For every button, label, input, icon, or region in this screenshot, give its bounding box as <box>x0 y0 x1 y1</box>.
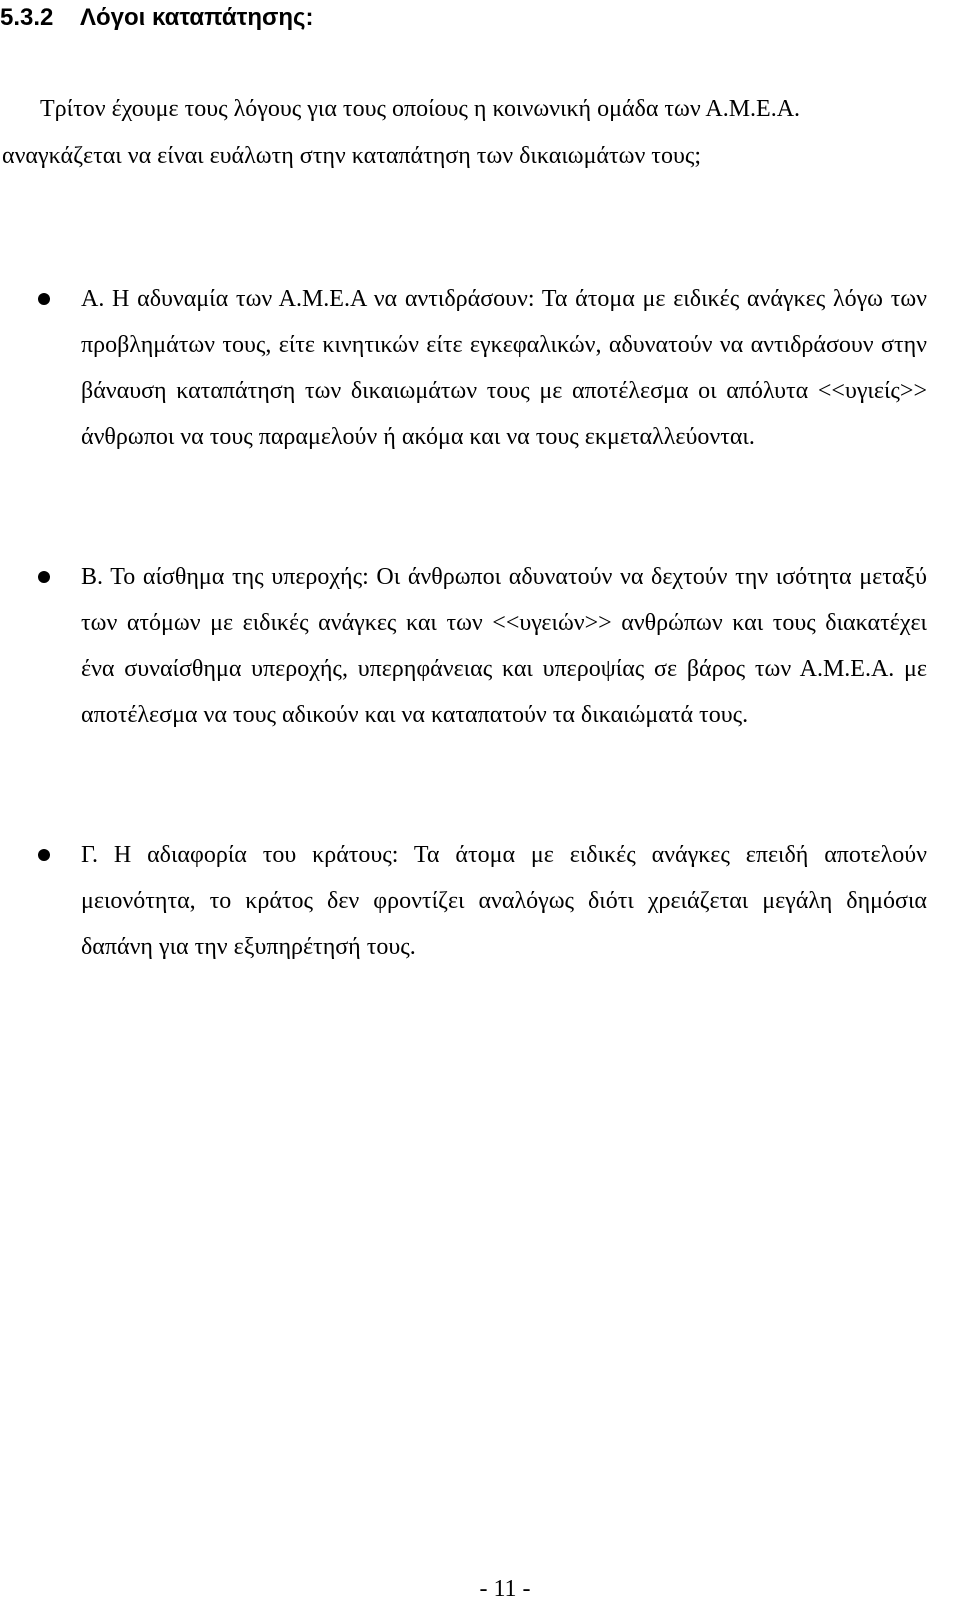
intro-line-1: Τρίτον έχουμε τους λόγους για τους οποίους η κοινωνική ομάδα των Α.Μ.Ε.Α. <box>40 96 801 122</box>
list-item-text: Γ. Η αδιαφορία του κράτους: Τα άτομα με ειδικές ανάγκες επειδή αποτελούν μειονότητα, το κράτος δεν φροντίζει αναλόγως διότι χρειάζεται μεγάλη δημόσια δαπάνη για την εξυπηρέτησή τους. <box>81 842 927 960</box>
bullet-dot-icon <box>38 293 50 305</box>
section-title: Λόγοι καταπάτησης: <box>80 4 314 31</box>
bullet-dot-icon <box>38 571 50 583</box>
list-item-text: Β. Το αίσθημα της υπεροχής: Οι άνθρωποι αδυνατούν να δεχτούν την ισότητα μεταξύ των ατόμων με ειδικές ανάγκες και των <<υγειών>> ανθρώπων και τους διακατέχει ένα συναίσθημα υπεροχής, υπερηφάνειας και υπεροψίας σε βάρος των Α.Μ.Ε.Α. με αποτέλεσμα να τους αδικούν και να καταπατούν τα δικαιώματά τους. <box>81 564 927 728</box>
intro-paragraph <box>2 86 930 180</box>
bullet-dot-icon <box>38 849 50 861</box>
section-number: 5.3.2 <box>0 4 54 31</box>
page-number: - 11 - <box>479 1576 531 1602</box>
intro-line-2: αναγκάζεται να είναι ευάλωτη στην καταπάτηση των δικαιωμάτων τους; <box>2 143 701 169</box>
section-heading <box>0 0 314 36</box>
list-item-text: Α. Η αδυναμία των Α.Μ.Ε.Α να αντιδράσουν: Τα άτομα με ειδικές ανάγκες λόγω των προβλημάτων τους, είτε κινητικών είτε εγκεφαλικών, αδυνατούν να αντιδράσουν στην βάναυση καταπάτηση των δικαιωμάτων τους με αποτέλεσμα οι απόλυτα <<υγιείς>> άνθρωποι να τους παραμελούν ή ακόμα και να τους εκμεταλλεύονται. <box>81 286 927 450</box>
